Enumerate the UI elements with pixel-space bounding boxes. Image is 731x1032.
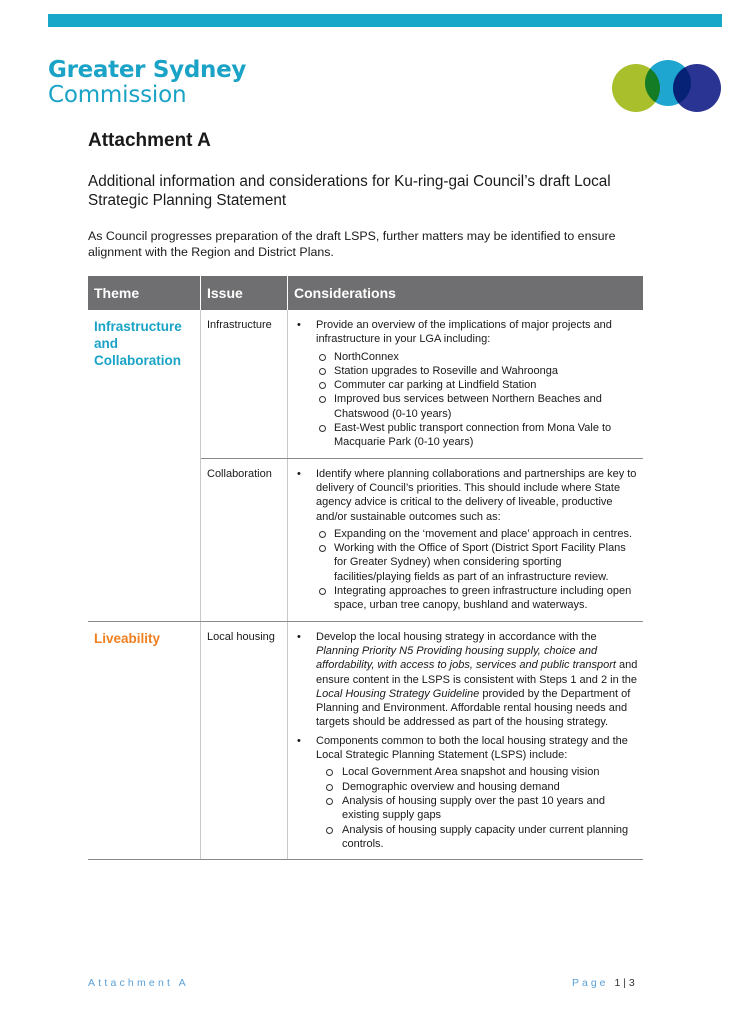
list-item	[294, 630, 638, 730]
issue-local-housing: Local housing	[201, 621, 288, 859]
issue-collaboration: Collaboration	[201, 458, 288, 621]
list-item: Expanding on the ‘movement and place’ approach in centres.	[316, 527, 638, 541]
footer-page-number	[572, 977, 635, 989]
list-item: Improved bus services between Northern Beaches and Chatswood (0-10 years)	[316, 392, 638, 421]
logo-circles-icon	[610, 58, 726, 114]
bullet-text: Provide an overview of the implications of major projects and infrastructure in your LGA including:	[316, 319, 612, 346]
footer-document-label: Attachment A	[88, 977, 189, 989]
page-title: Attachment A	[88, 130, 211, 151]
header-issue: Issue	[201, 276, 288, 310]
list-item: Local Government Area snapshot and housing vision	[316, 765, 638, 779]
bullet-text: provided by the Department of Planning and Environment. Affordable rental housing needs and targets should be addressed as part of the housing strategy.	[316, 687, 631, 729]
guideline-reference: Local Housing Strategy Guideline	[316, 687, 480, 700]
page-number: 1 | 3	[614, 977, 635, 989]
intro-paragraph: As Council progresses preparation of the draft LSPS, further matters may be identified to ensure alignment with the Region and District Plans.	[88, 229, 616, 259]
page-subtitle: Additional information and considerations for Ku-ring-gai Council’s draft Local Strategic Planning Statement	[88, 173, 611, 209]
bullet-text: Identify where planning collaborations and partnerships are key to delivery of Council’s priorities. This should include where State agency advice is critical to the delivery of liveable, productive and/or sustainable outcomes such as:	[316, 467, 637, 523]
list-item	[294, 734, 638, 851]
list-item: NorthConnex	[316, 350, 638, 364]
considerations-local-housing	[288, 621, 644, 859]
list-item: Integrating approaches to green infrastructure including open space, urban tree canopy, bushland and waterways.	[316, 584, 638, 613]
logo-line-1: Greater Sydney	[48, 57, 247, 83]
planning-priority-reference: Planning Priority N5 Providing housing supply, choice and affordability, with access to jobs, services and public transport	[316, 644, 616, 672]
considerations-table	[88, 276, 643, 860]
list-item: Station upgrades to Roseville and Wahroonga	[316, 364, 638, 378]
considerations-collaboration	[288, 458, 644, 621]
logo-line-2: Commission	[48, 82, 187, 108]
top-accent-bar	[48, 14, 722, 27]
bullet-text: Develop the local housing strategy in accordance with the	[316, 630, 597, 643]
table-row	[88, 621, 643, 859]
issue-infrastructure: Infrastructure	[201, 310, 288, 458]
list-item: Demographic overview and housing demand	[316, 780, 638, 794]
theme-infrastructure: Infrastructure and Collaboration	[88, 310, 201, 621]
navy-circle-icon	[673, 64, 721, 112]
considerations-infrastructure	[288, 310, 644, 458]
list-item: Working with the Office of Sport (District Sport Facility Plans for Greater Sydney) when considering sporting facilities/playing fields as part of an infrastructure review.	[316, 541, 638, 584]
header-considerations: Considerations	[288, 276, 644, 310]
bullet-text: and ensure content in the LSPS is consistent with Steps 1 and 2 in the	[316, 659, 638, 686]
table-row	[88, 310, 643, 458]
logo	[48, 58, 246, 108]
list-item: Analysis of housing supply capacity under current planning controls.	[316, 823, 638, 852]
list-item: Commuter car parking at Lindfield Station	[316, 378, 638, 392]
bullet-text: Components common to both the local housing strategy and the Local Strategic Planning Statement (LSPS) include:	[316, 734, 628, 762]
list-item	[294, 318, 638, 450]
header-theme: Theme	[88, 276, 201, 310]
table-header-row	[88, 276, 643, 310]
theme-liveability: Liveability	[88, 621, 201, 859]
list-item	[294, 467, 638, 613]
list-item: East-West public transport connection from Mona Vale to Macquarie Park (0-10 years)	[316, 421, 638, 450]
list-item: Analysis of housing supply over the past 10 years and existing supply gaps	[316, 794, 638, 823]
page-label: Page	[572, 977, 609, 989]
